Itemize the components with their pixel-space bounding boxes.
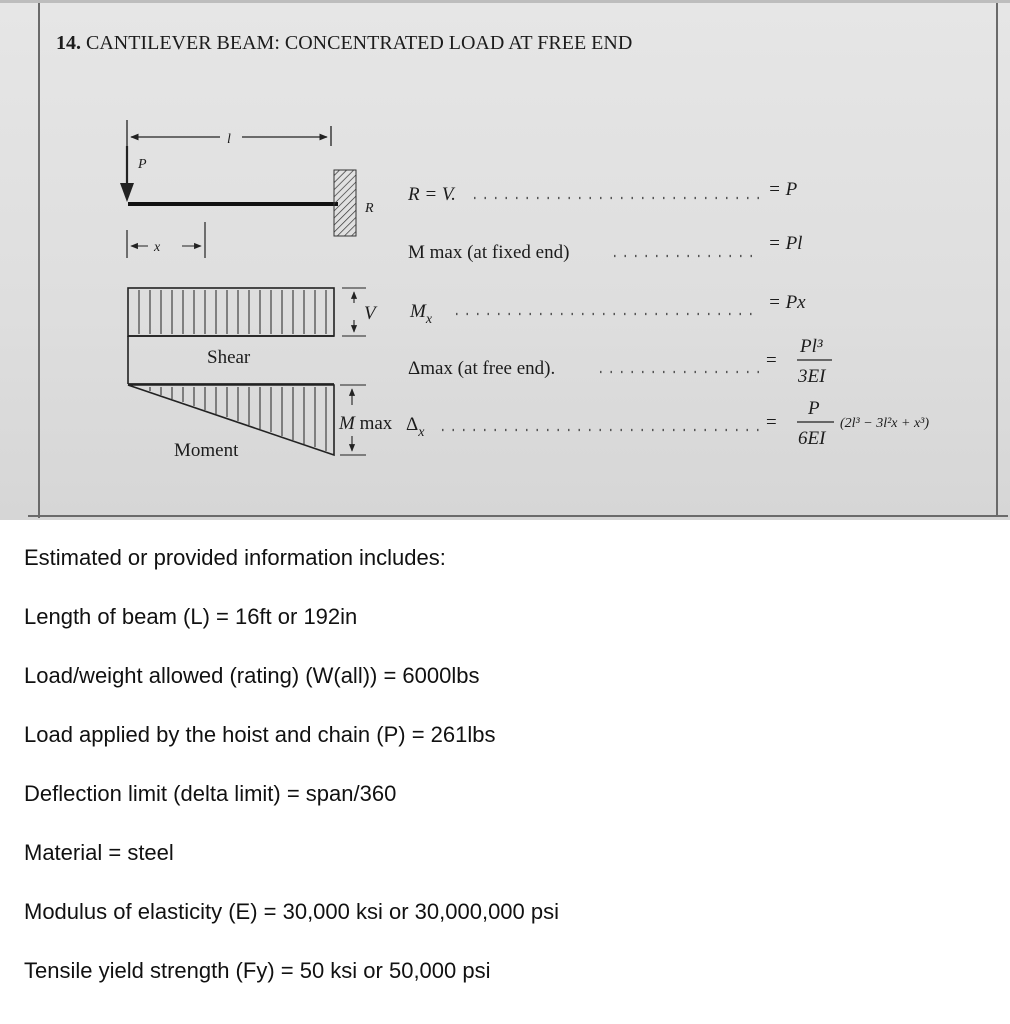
figure-title-text: CANTILEVER BEAM: CONCENTRATED LOAD AT FREE END — [86, 32, 633, 54]
dx-subscript: x — [418, 425, 425, 440]
equation-dmax-numerator: Pl³ — [800, 336, 823, 357]
info-yield-strength: Tensile yield strength (Fy) = 50 ksi or 50,000 psi — [24, 958, 491, 983]
equation-dmax-equals: = — [766, 350, 777, 371]
equation-dx-equals: = — [766, 412, 777, 433]
info-modulus: Modulus of elasticity (E) = 30,000 ksi or 30,000,000 psi — [24, 899, 560, 924]
load-arrow — [120, 146, 147, 202]
moment-diagram — [128, 384, 334, 461]
equation-dx-lhs — [406, 414, 425, 440]
equations — [406, 179, 929, 449]
equation-dmax-denominator: 3EI — [798, 366, 826, 387]
shear-diagram — [128, 288, 334, 384]
fixed-support-wall — [334, 170, 356, 236]
reaction-label: R — [365, 201, 374, 216]
dx-symbol: Δ — [406, 414, 419, 435]
equation-dx-numerator: P — [808, 398, 820, 419]
x-dimension — [127, 222, 205, 258]
moment-caption: Moment — [174, 440, 239, 461]
equation-reaction-rhs: = P — [768, 179, 798, 200]
load-label: P — [138, 157, 147, 172]
equation-mx-lhs — [409, 301, 433, 327]
equation-reaction-lhs: R = V. — [408, 184, 456, 205]
equation-mmax-rhs: = Pl — [768, 233, 803, 254]
x-label: x — [154, 240, 161, 255]
info-material: Material = steel — [24, 840, 174, 865]
info-beam-length: Length of beam (L) = 16ft or 192in — [24, 604, 358, 629]
mx-subscript: x — [425, 312, 433, 327]
info-applied-load: Load applied by the hoist and chain (P) = 261lbs — [24, 722, 496, 747]
provided-information — [24, 545, 984, 1017]
equation-mmax-lhs: M max (at fixed end) — [408, 242, 570, 263]
mx-symbol: M — [410, 301, 426, 322]
equation-dx-denominator: 6EI — [798, 428, 826, 449]
equation-dx-tail: (2l³ − 3l²x + x³) — [840, 416, 930, 431]
equation-dmax-lhs: Δmax (at free end). — [408, 358, 556, 379]
moment-max-label-rest: max — [354, 413, 393, 434]
length-label: l — [227, 132, 231, 147]
equation-mx-rhs: = Px — [768, 292, 806, 313]
info-deflection-limit: Deflection limit (delta limit) = span/360 — [24, 781, 397, 806]
figure-number: 14. — [56, 32, 81, 54]
shear-v-dimension — [342, 288, 378, 336]
moment-max-label: M max — [339, 413, 393, 434]
info-allowed-load: Load/weight allowed (rating) (W(all)) = 6000lbs — [24, 663, 480, 688]
length-dimension — [127, 120, 331, 147]
info-intro: Estimated or provided information includes: — [24, 545, 446, 570]
shear-caption: Shear — [207, 347, 251, 368]
shear-v-label: V — [364, 303, 376, 324]
moment-max-dimension — [338, 385, 393, 455]
